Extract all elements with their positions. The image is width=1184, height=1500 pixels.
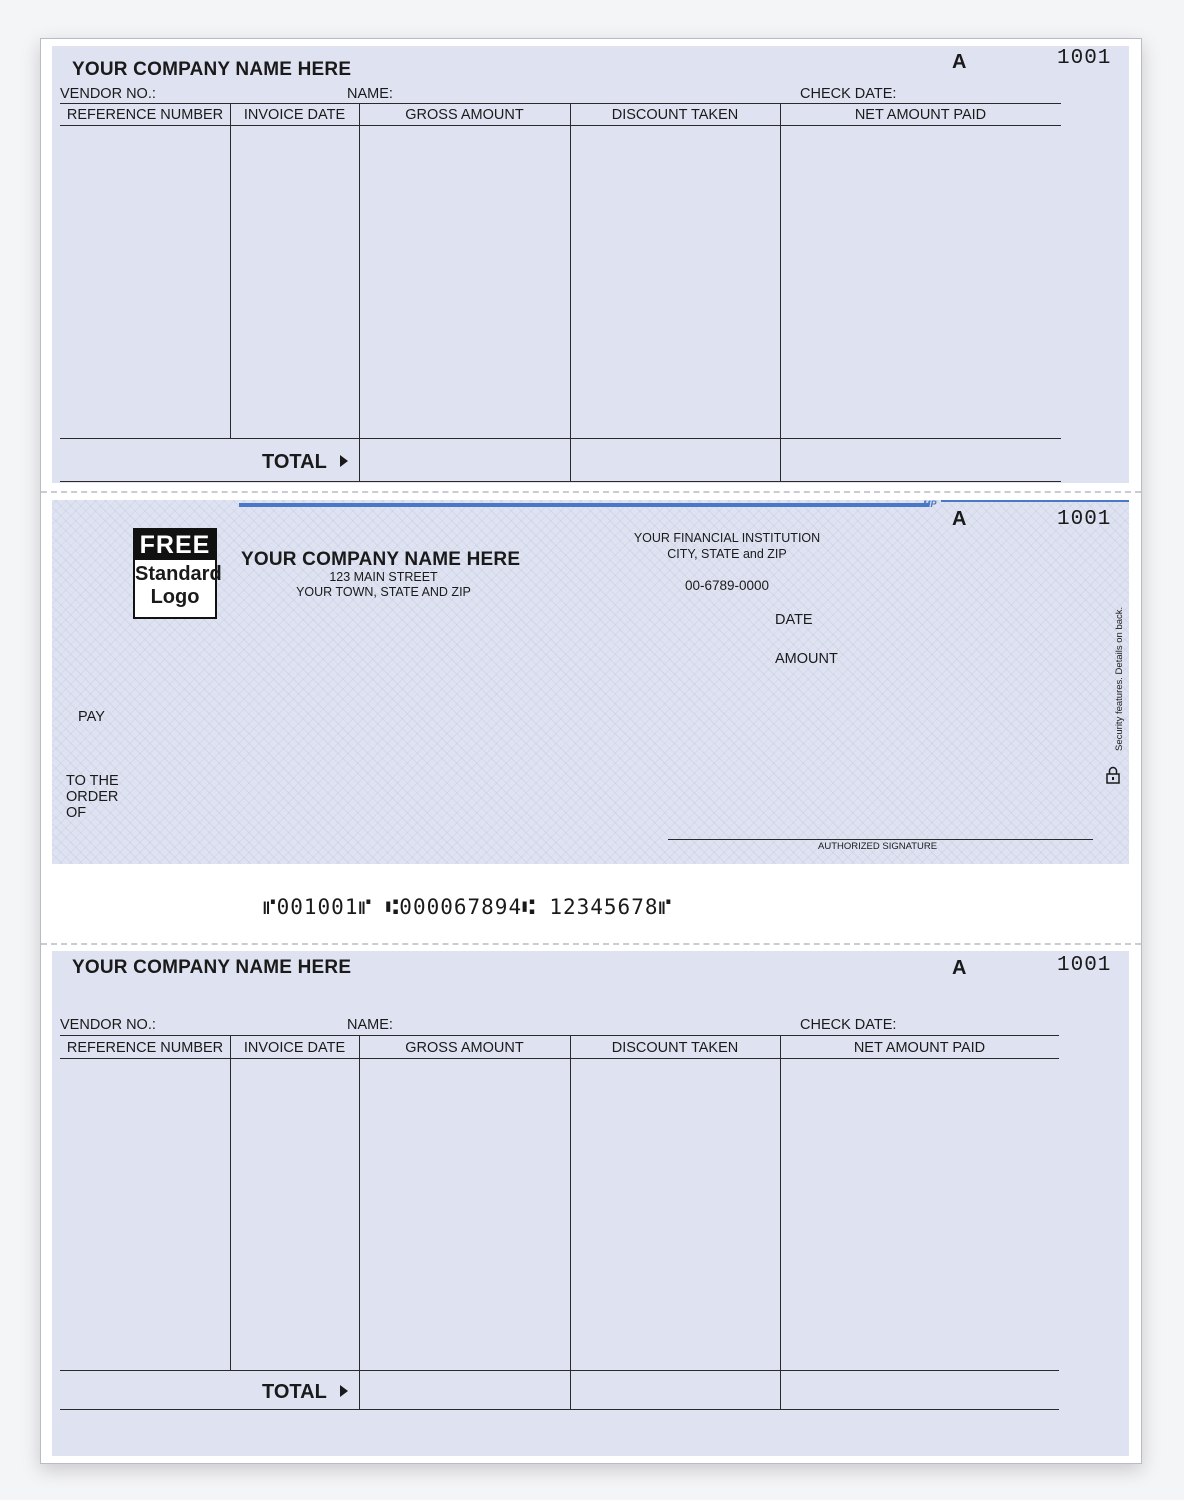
bank-name: YOUR FINANCIAL INSTITUTION <box>633 531 821 545</box>
security-features-text: Security features. Details on back. <box>1114 606 1125 751</box>
top-col-divider <box>359 103 360 481</box>
top-name-label: NAME: <box>347 86 393 102</box>
top-stub-company-name: YOUR COMPANY NAME HERE <box>72 59 352 80</box>
top-check-date-label: CHECK DATE: <box>800 86 897 102</box>
top-stub-letter: A <box>952 51 967 73</box>
logo-free-text: FREE <box>135 530 215 560</box>
logo-logo-text: Logo <box>150 586 200 608</box>
company-logo <box>133 528 222 619</box>
top-col-invoice-date: INVOICE DATE <box>243 107 346 123</box>
pay-label: PAY <box>78 709 105 725</box>
top-col-divider <box>230 103 231 438</box>
bottom-vendor-label: VENDOR NO.: <box>60 1017 156 1033</box>
bottom-stub <box>52 951 1129 1456</box>
bottom-col-divider <box>570 1035 571 1409</box>
amount-label: AMOUNT <box>775 651 838 667</box>
top-col-net-amount-paid: NET AMOUNT PAID <box>854 107 987 123</box>
bottom-col-divider <box>359 1035 360 1409</box>
check-number: 1001 <box>1057 508 1112 531</box>
top-total-arrow-icon <box>340 455 348 467</box>
bottom-table-header-top-rule <box>60 1035 1059 1036</box>
bottom-col-discount-taken: DISCOUNT TAKEN <box>611 1040 739 1056</box>
check-company-name: YOUR COMPANY NAME HERE <box>241 549 521 570</box>
top-perforation <box>41 491 1141 493</box>
bottom-col-divider <box>230 1035 231 1370</box>
bottom-check-date-label: CHECK DATE: <box>800 1017 897 1033</box>
bottom-name-label: NAME: <box>347 1017 393 1033</box>
top-vendor-label: VENDOR NO.: <box>60 86 156 102</box>
bottom-col-divider <box>780 1035 781 1409</box>
bank-city: CITY, STATE and ZIP <box>667 547 787 561</box>
check-sheet <box>40 38 1142 1464</box>
bottom-table-total-rule <box>60 1370 1059 1371</box>
logo-standard-text: Standard <box>135 563 222 585</box>
bottom-col-reference-number: REFERENCE NUMBER <box>66 1040 224 1056</box>
top-table-total-rule <box>60 438 1061 439</box>
bottom-stub-check-number: 1001 <box>1057 954 1112 977</box>
top-col-divider <box>570 103 571 481</box>
top-stub-check-number: 1001 <box>1057 47 1112 70</box>
security-bar <box>239 503 929 507</box>
security-line <box>941 500 1129 502</box>
bottom-col-net-amount-paid: NET AMOUNT PAID <box>853 1040 986 1056</box>
order-label: ORDER <box>66 789 119 805</box>
top-table-header-bottom-rule <box>60 125 1061 126</box>
check-company-city: YOUR TOWN, STATE AND ZIP <box>296 585 471 599</box>
top-total-label: TOTAL <box>262 451 327 473</box>
lock-icon <box>1106 766 1120 784</box>
bottom-stub-letter: A <box>952 957 967 979</box>
micr-line: ⑈001001⑈ ⑆000067894⑆ 12345678⑈ <box>263 895 673 919</box>
signature-line <box>668 839 1093 840</box>
bottom-col-gross-amount: GROSS AMOUNT <box>405 1040 524 1056</box>
bank-fraction-number: 00-6789-0000 <box>684 578 770 593</box>
bottom-table-bottom-rule <box>60 1409 1059 1410</box>
top-col-reference-number: REFERENCE NUMBER <box>66 107 224 123</box>
bottom-table-header-bottom-rule <box>60 1058 1059 1059</box>
bottom-col-invoice-date: INVOICE DATE <box>243 1040 346 1056</box>
mp-security-mark: MP <box>923 499 937 509</box>
top-col-discount-taken: DISCOUNT TAKEN <box>611 107 739 123</box>
of-label: OF <box>66 805 87 821</box>
top-col-gross-amount: GROSS AMOUNT <box>405 107 524 123</box>
bottom-total-label: TOTAL <box>262 1381 327 1403</box>
top-table-bottom-rule <box>60 481 1061 482</box>
to-the-label: TO THE <box>66 773 119 789</box>
bottom-perforation <box>41 943 1141 945</box>
top-col-divider <box>780 103 781 481</box>
signature-label: AUTHORIZED SIGNATURE <box>818 841 938 852</box>
bottom-total-arrow-icon <box>340 1385 348 1397</box>
top-table-header-top-rule <box>60 103 1061 104</box>
check-company-street: 123 MAIN STREET <box>329 570 438 584</box>
check-letter: A <box>952 508 967 530</box>
bottom-stub-company-name: YOUR COMPANY NAME HERE <box>72 957 352 978</box>
date-label: DATE <box>775 612 813 628</box>
